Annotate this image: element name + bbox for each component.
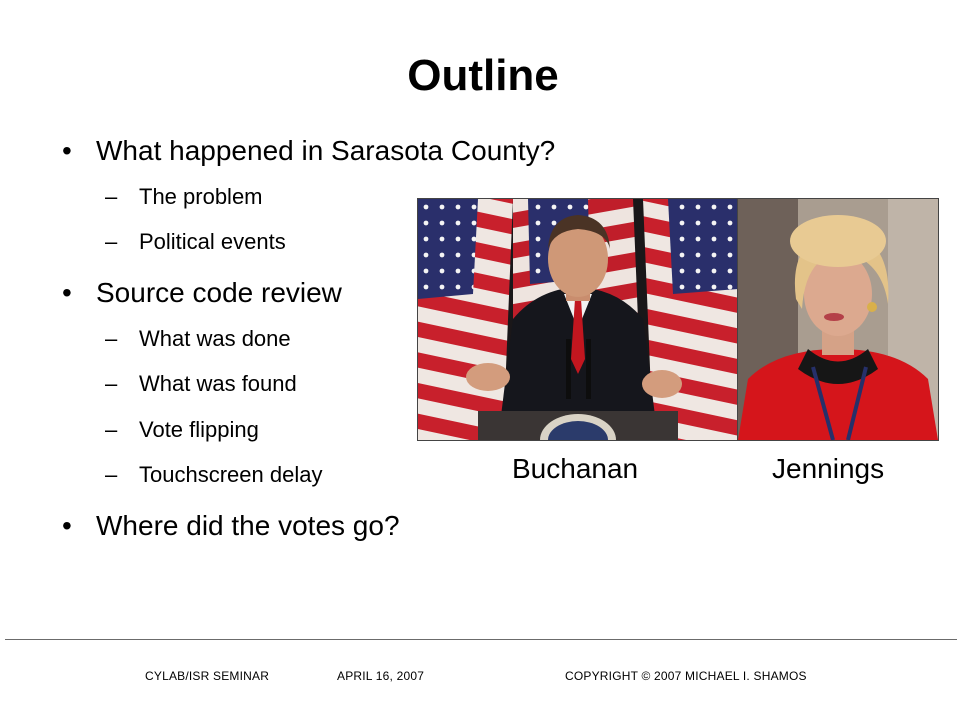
dash-icon: – xyxy=(105,184,118,209)
sub-item-problem xyxy=(105,184,263,210)
bullet-icon: • xyxy=(62,510,72,541)
sub-item-text: The problem xyxy=(139,184,263,209)
bullet-icon: • xyxy=(62,135,72,166)
sub-item-political-events xyxy=(105,229,286,255)
dash-icon: – xyxy=(105,462,118,487)
slide-title: Outline xyxy=(407,51,559,100)
sub-item-touchscreen-delay xyxy=(105,462,322,488)
dash-icon: – xyxy=(105,371,118,396)
dash-icon: – xyxy=(105,326,118,351)
sub-item-text: What was found xyxy=(139,371,297,396)
footer-seminar: CYLAB/ISR SEMINAR xyxy=(145,669,270,683)
jennings-photo-illustration xyxy=(738,199,938,440)
jennings-photo xyxy=(737,198,939,441)
sub-item-what-was-done xyxy=(105,326,291,352)
bullet-text: Source code review xyxy=(96,277,342,308)
dash-icon: – xyxy=(105,229,118,254)
bullet-item-sarasota xyxy=(62,134,555,168)
bullet-item-source-code xyxy=(62,276,342,310)
sub-item-text: Political events xyxy=(139,229,286,254)
buchanan-photo xyxy=(417,198,739,441)
footer-date: APRIL 16, 2007 xyxy=(337,669,425,683)
footer-divider xyxy=(5,639,957,640)
bullet-text: Where did the votes go? xyxy=(96,510,400,541)
dash-icon: – xyxy=(105,417,118,442)
sub-item-vote-flipping xyxy=(105,417,259,443)
bullet-text: What happened in Sarasota County? xyxy=(96,135,556,166)
footer-copyright: COPYRIGHT © 2007 MICHAEL I. SHAMOS xyxy=(565,669,807,683)
sub-item-text: Touchscreen delay xyxy=(139,462,323,487)
buchanan-photo-illustration xyxy=(418,199,738,440)
jennings-caption: Jennings xyxy=(772,453,885,484)
buchanan-caption: Buchanan xyxy=(512,453,639,484)
bullet-icon: • xyxy=(62,277,72,308)
sub-item-what-was-found xyxy=(105,371,297,397)
sub-item-text: Vote flipping xyxy=(139,417,259,442)
sub-item-text: What was done xyxy=(139,326,291,351)
bullet-item-votes-go xyxy=(62,509,400,543)
